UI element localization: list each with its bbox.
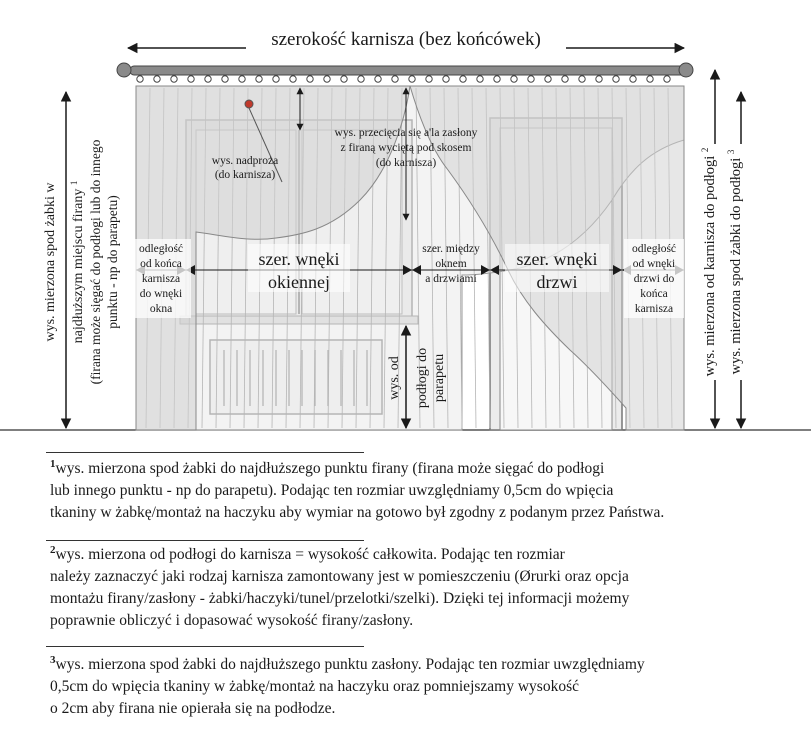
door-width-label-1: szer. wnęki bbox=[516, 249, 598, 269]
footnote-1 bbox=[50, 458, 664, 524]
lintel-label-1: wys. nadproża bbox=[211, 155, 279, 167]
footnote-2-line-3: montażu firany/zasłony - żabki/haczyki/tunel/przelotki/szelki). Dzięki tej informacji możemy bbox=[50, 590, 630, 607]
rod-ring bbox=[460, 76, 466, 82]
rod-to-floor-label: wys. mierzona od karnisza do podłogi $^2$ bbox=[700, 147, 718, 377]
right-dist-line: odległość bbox=[631, 243, 677, 255]
rod-ring bbox=[290, 76, 296, 82]
sill-label-1: wys. od bbox=[387, 356, 402, 400]
footnote-2-line-2: należy zaznaczyć jaki rodzaj karnisza zamontowany jest w pomieszczeniu (Ørurki oraz opcja bbox=[50, 568, 629, 585]
footnotes bbox=[0, 440, 811, 730]
footnote-2 bbox=[50, 544, 629, 632]
footnote-1-line-1: $^1$wys. mierzona spod żabki do najdłuższego punktu firany (firana może sięgać do podłogi bbox=[50, 457, 605, 477]
separator-2 bbox=[46, 540, 364, 541]
rod-ring bbox=[494, 76, 500, 82]
between-label-1: szer. między bbox=[422, 243, 480, 255]
footnote-2-line-4: poprawnie obliczyć i dopasować wysokość firany/zasłony. bbox=[50, 612, 414, 629]
rod-ring bbox=[273, 76, 279, 82]
window-width-label-1: szer. wnęki bbox=[258, 249, 340, 269]
rod-ring bbox=[324, 76, 330, 82]
rod-ring bbox=[545, 76, 551, 82]
rod-ring bbox=[358, 76, 364, 82]
crossing-label-1: wys. przecięcia się a'la zasłony bbox=[334, 127, 478, 139]
hook-to-floor-label: wys. mierzona spod żabki do podłogi $^3$ bbox=[726, 149, 744, 375]
rod-ring bbox=[205, 76, 211, 82]
rod-ring bbox=[392, 76, 398, 82]
left-height-label: wys. mierzona spod żabki w bbox=[43, 182, 58, 342]
rod-ring bbox=[630, 76, 636, 82]
footnote-3 bbox=[50, 654, 645, 720]
left-dist-line: odległość bbox=[138, 243, 184, 255]
rod-ring bbox=[154, 76, 160, 82]
curtain-rod bbox=[117, 63, 693, 82]
rod-ring bbox=[256, 76, 262, 82]
lintel-label-2: (do karnisza) bbox=[214, 169, 276, 181]
rod-ring bbox=[596, 76, 602, 82]
rod-ring bbox=[664, 76, 670, 82]
left-height-label-4: punktu - np do parapetu) bbox=[105, 195, 120, 329]
left-dist-line: karnisza bbox=[141, 273, 181, 285]
rod-ring bbox=[647, 76, 653, 82]
right-dist-line: drzwi do bbox=[633, 273, 675, 285]
footnote-3-line-2: 0,5cm do wpięcia tkaniny w żabkę/montaż na haczyku oraz pomniejszamy wysokość bbox=[50, 678, 579, 695]
rod-ring bbox=[171, 76, 177, 82]
rod-ring bbox=[188, 76, 194, 82]
separator-1 bbox=[46, 452, 364, 453]
right-dist-line: od wnęki bbox=[632, 258, 676, 270]
rod-ring bbox=[528, 76, 534, 82]
left-dist-line: od końca bbox=[140, 258, 182, 270]
sill-label-3: parapetu bbox=[432, 353, 447, 403]
rod-ring bbox=[511, 76, 517, 82]
rod-ring bbox=[477, 76, 483, 82]
rod-ring bbox=[137, 76, 143, 82]
right-distance-label bbox=[624, 239, 684, 318]
rod-ring bbox=[579, 76, 585, 82]
footnote-3-line-3: o 2cm aby firana nie opierała się na podłodze. bbox=[50, 700, 336, 717]
top-width-label: szerokość karnisza (bez końcówek) bbox=[271, 29, 541, 50]
door-width-label-2: drzwi bbox=[536, 272, 578, 292]
separator-3 bbox=[46, 646, 364, 647]
footnote-2-line-1: $^2$wys. mierzona od podłogi do karnisza = wysokość całkowita. Podając ten rozmiar bbox=[50, 543, 565, 563]
between-label-2: oknem bbox=[435, 258, 467, 270]
rod-ring bbox=[443, 76, 449, 82]
sill-label-2: podłogi do bbox=[415, 347, 430, 409]
rod-ring bbox=[426, 76, 432, 82]
left-height-label-3: (firana może sięgać do podłogi lub do innego bbox=[88, 139, 103, 385]
rod-ring bbox=[375, 76, 381, 82]
left-dist-line: do wnęki bbox=[139, 288, 183, 300]
rod-ring bbox=[341, 76, 347, 82]
hook-marker bbox=[245, 100, 253, 108]
rod-ring bbox=[239, 76, 245, 82]
rod-ring bbox=[613, 76, 619, 82]
window-width-label-2: okiennej bbox=[268, 272, 330, 292]
footnote-1-line-3: tkaniny w żabkę/montaż na haczyku aby wymiar na gotowo był zgodny z podanym przez Państwa. bbox=[50, 504, 665, 521]
left-dist-line: okna bbox=[149, 303, 173, 315]
left-distance-label bbox=[131, 239, 191, 318]
right-dist-line: karnisza bbox=[634, 303, 674, 315]
between-label-3: a drzwiami bbox=[425, 273, 477, 285]
rod-ring bbox=[562, 76, 568, 82]
rod-ring bbox=[409, 76, 415, 82]
right-dist-line: końca bbox=[640, 288, 668, 300]
crossing-label-2: z firaną wyciętą pod skosem bbox=[340, 142, 472, 154]
left-height-label-2: najdłuższym miejscu firany $^1$ bbox=[69, 180, 86, 344]
rod-ring bbox=[307, 76, 313, 82]
footnote-1-line-2: lub innego punktu - np do parapetu). Podając ten rozmiar uwzględniamy 0,5cm do wpięcia bbox=[50, 482, 614, 499]
rod-ring bbox=[222, 76, 228, 82]
footnote-3-line-1: $^3$wys. mierzona spod żabki do najdłuższego punktu zasłony. Podając ten rozmiar uwzględniamy bbox=[50, 653, 645, 673]
crossing-label-3: (do karnisza) bbox=[375, 157, 437, 169]
